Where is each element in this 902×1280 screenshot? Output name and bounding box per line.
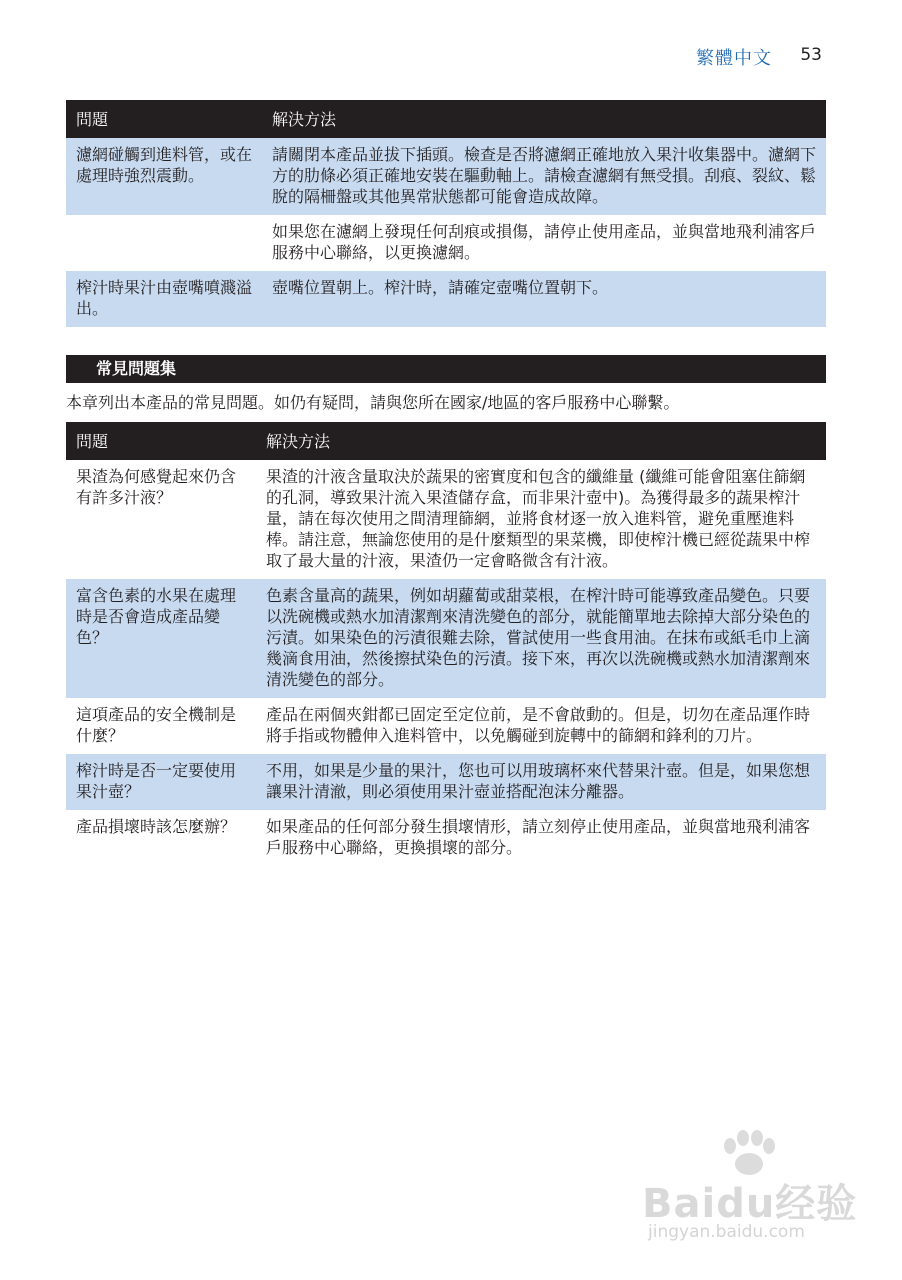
solution-cell: 如果您在濾網上發現任何刮痕或損傷，請停止使用產品，並與當地飛利浦客戶服務中心聯絡，以更換濾網。: [262, 215, 826, 271]
watermark-logo: Baidu经验: [642, 1181, 858, 1227]
table-row: [66, 460, 826, 579]
solution-cell: 請關閉本產品並拔下插頭。檢查是否將濾網正確地放入果汁收集器中。濾網下方的肋條必須正確地安裝在驅動軸上。請檢查濾網有無受損。刮痕、裂紋、鬆脫的隔柵盤或其他異常狀態都可能會造成故障。: [262, 138, 826, 215]
section-title: 常見問題集: [96, 359, 177, 378]
problem-cell: 榨汁時果汁由壺嘴噴濺溢出。: [66, 271, 262, 327]
table-row: [66, 138, 826, 215]
faq-table: [66, 422, 826, 866]
watermark-url: jingyan.baidu.com: [648, 1222, 805, 1242]
troubleshooting-table: [66, 100, 826, 327]
section-title-bar: [66, 355, 826, 383]
problem-cell: 果渣為何感覺起來仍含有許多汁液？: [66, 460, 256, 579]
paw-icon: [718, 1130, 778, 1178]
table-row: [66, 271, 826, 327]
problem-cell: [66, 215, 262, 271]
solution-cell: 壺嘴位置朝上。榨汁時，請確定壺嘴位置朝下。: [262, 271, 826, 327]
problem-cell: 濾網碰觸到進料管，或在處理時強烈震動。: [66, 138, 262, 215]
solution-cell: 產品在兩個夾鉗都已固定至定位前，是不會啟動的。但是，切勿在產品運作時將手指或物體伸入進料管中，以免觸碰到旋轉中的篩網和鋒利的刀片。: [256, 698, 826, 754]
column-header-solution: 解決方法: [256, 422, 826, 460]
solution-cell: 不用，如果是少量的果汁，您也可以用玻璃杯來代替果汁壺。但是，如果您想讓果汁清澈，則必須使用果汁壺並搭配泡沫分離器。: [256, 754, 826, 810]
column-header-solution: 解決方法: [262, 100, 826, 138]
problem-cell: 富含色素的水果在處理時是否會造成產品變色？: [66, 579, 256, 698]
page-number: 53: [800, 45, 822, 65]
solution-cell: 色素含量高的蔬果，例如胡蘿蔔或甜菜根，在榨汁時可能導致產品變色。只要以洗碗機或熱水加清潔劑來清洗變色的部分，就能簡單地去除掉大部分染色的污漬。如果染色的污漬很難去除，嘗試使用一些食用油。在抹布或紙毛巾上滴幾滴食用油，然後擦拭染色的污漬。接下來，再次以洗碗機或熱水加清潔劑來清洗變色的部分。: [256, 579, 826, 698]
column-header-problem: 問題: [66, 422, 256, 460]
problem-cell: 榨汁時是否一定要使用果汁壺？: [66, 754, 256, 810]
problem-cell: 這項產品的安全機制是什麼？: [66, 698, 256, 754]
solution-cell: 果渣的汁液含量取決於蔬果的密實度和包含的纖維量 (纖維可能會阻塞住篩網的孔洞，導致果汁流入果渣儲存盒，而非果汁壺中)。為獲得最多的蔬果榨汁量，請在每次使用之間清理篩網，並將食材逐一放入進料管，避免重壓進料棒。請注意，無論您使用的是什麼類型的果菜機，即使榨汁機已經從蔬果中榨取了最大量的汁液，果渣仍一定會略微含有汁液。: [256, 460, 826, 579]
section-intro: 本章列出本產品的常見問題。如仍有疑問，請與您所在國家/地區的客戶服務中心聯繫。: [66, 393, 680, 412]
baidu-watermark: [632, 1130, 862, 1250]
header-language: 繁體中文: [696, 48, 772, 69]
table-row: [66, 698, 826, 754]
problem-cell: 產品損壞時該怎麼辦？: [66, 810, 256, 866]
table-row: [66, 579, 826, 698]
table-row: [66, 810, 826, 866]
table-row: [66, 754, 826, 810]
column-header-problem: 問題: [66, 100, 262, 138]
table-row: [66, 215, 826, 271]
solution-cell: 如果產品的任何部分發生損壞情形，請立刻停止使用產品，並與當地飛利浦客戶服務中心聯絡，更換損壞的部分。: [256, 810, 826, 866]
